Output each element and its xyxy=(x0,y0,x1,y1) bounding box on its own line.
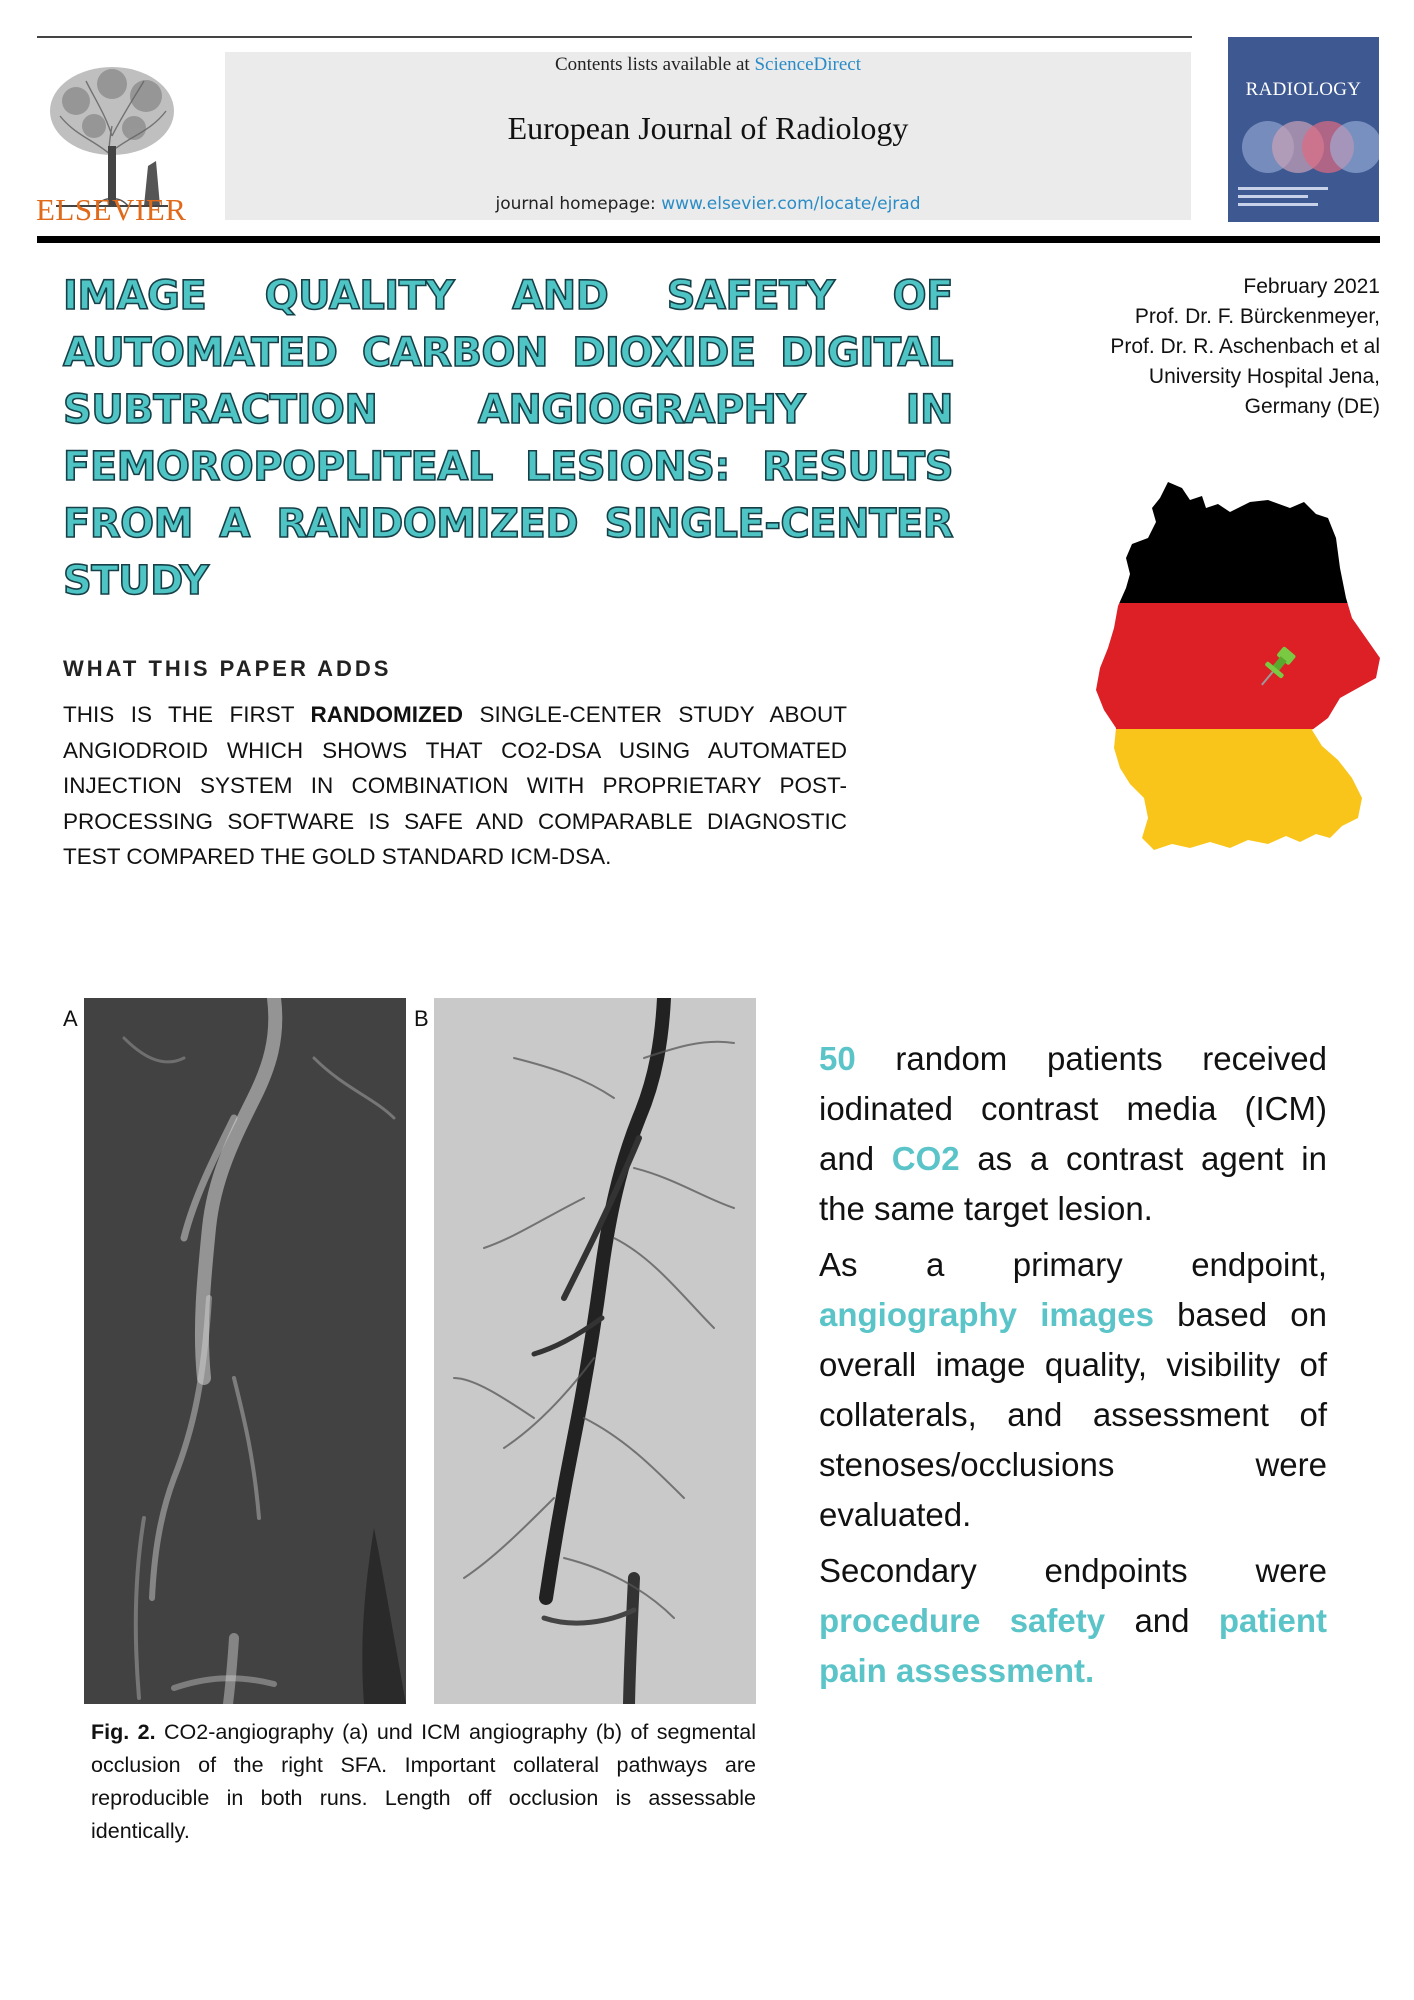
what-this-paper-adds-heading: WHAT THIS PAPER ADDS xyxy=(63,656,392,681)
study-summary xyxy=(819,1034,1327,1702)
pub-date: February 2021 xyxy=(1243,275,1380,298)
paper-meta xyxy=(1000,272,1380,422)
figure-label-b: B xyxy=(414,1006,429,1031)
summary-paragraph-2: As a primary endpoint, angiography images based on overall image quality, visibility of collaterals, and assessment of stenoses/occlusions were evaluated. xyxy=(819,1246,1327,1533)
homepage-link[interactable]: www.elsevier.com/locate/ejrad xyxy=(661,194,921,214)
angiography-images-highlight: angiography images xyxy=(819,1296,1154,1333)
icm-angiography-image xyxy=(434,998,756,1704)
procedure-safety-highlight: procedure safety xyxy=(819,1602,1106,1639)
randomized-emphasis: RANDOMIZED xyxy=(310,702,463,727)
patient-count: 50 xyxy=(819,1040,856,1077)
what-this-paper-adds-text: THIS IS THE FIRST RANDOMIZED SINGLE-CENTER STUDY ABOUT ANGIODROID WHICH SHOWS THAT CO2-DSA USING AUTOMATED INJECTION SYSTEM IN COMBINATION WITH PROPRIETARY POST-PROCESSING SOFTWARE IS SAFE AND COMPARABLE DIAGNOSTIC TEST COMPARED THE GOLD STANDARD ICM-DSA. xyxy=(63,702,847,869)
co2-highlight: CO2 xyxy=(891,1140,960,1177)
figure-label-a: A xyxy=(63,1006,78,1031)
journal-cover xyxy=(1228,37,1379,222)
authors-line-2: Prof. Dr. R. Aschenbach et al xyxy=(1110,335,1380,358)
summary-paragraph-3: Secondary endpoints were procedure safety and patient pain assessment. xyxy=(819,1552,1328,1689)
journal-header-band xyxy=(225,52,1191,220)
figure-number: Fig. 2. xyxy=(91,1720,156,1744)
top-rule xyxy=(37,36,1192,38)
summary-paragraph-1: 50 random patients received iodinated contrast media (ICM) and CO2 as a contrast agent in the same target lesion. xyxy=(819,1040,1327,1227)
co2-angiography-image xyxy=(84,998,406,1704)
homepage-line: journal homepage: www.elsevier.com/locate/ejrad xyxy=(495,194,921,214)
header-divider xyxy=(37,236,1380,243)
pain-assessment-highlight: patient pain assessment. xyxy=(819,1602,1328,1689)
sciencedirect-link[interactable]: ScienceDirect xyxy=(754,54,862,75)
cover-art xyxy=(1228,37,1379,222)
institution: University Hospital Jena, xyxy=(1148,365,1380,388)
figure-caption: Fig. 2. CO2-angiography (a) und ICM angiography (b) of segmental occlusion of the right SFA. Important collateral pathways are reproducible in both runs. Length off occlusion is assessable identically. xyxy=(91,1720,756,1843)
germany-flag-map xyxy=(1090,478,1386,858)
publisher-wordmark: ELSEVIER xyxy=(36,192,187,227)
authors-line-1: Prof. Dr. F. Bürckenmeyer, xyxy=(1134,305,1380,328)
journal-name: European Journal of Radiology xyxy=(507,110,909,146)
contents-line: Contents lists available at ScienceDirect xyxy=(554,54,862,75)
paper-title: IMAGE QUALITY AND SAFETY OF AUTOMATED CARBON DIOXIDE DIGITAL SUBTRACTION ANGIOGRAPHY IN FEMOROPOPLITEAL LESIONS: RESULTS FROM A RANDOMIZED SINGLE-CENTER STUDY xyxy=(63,273,953,604)
cover-title: RADIOLOGY xyxy=(1245,79,1362,100)
country: Germany (DE) xyxy=(1244,395,1380,418)
